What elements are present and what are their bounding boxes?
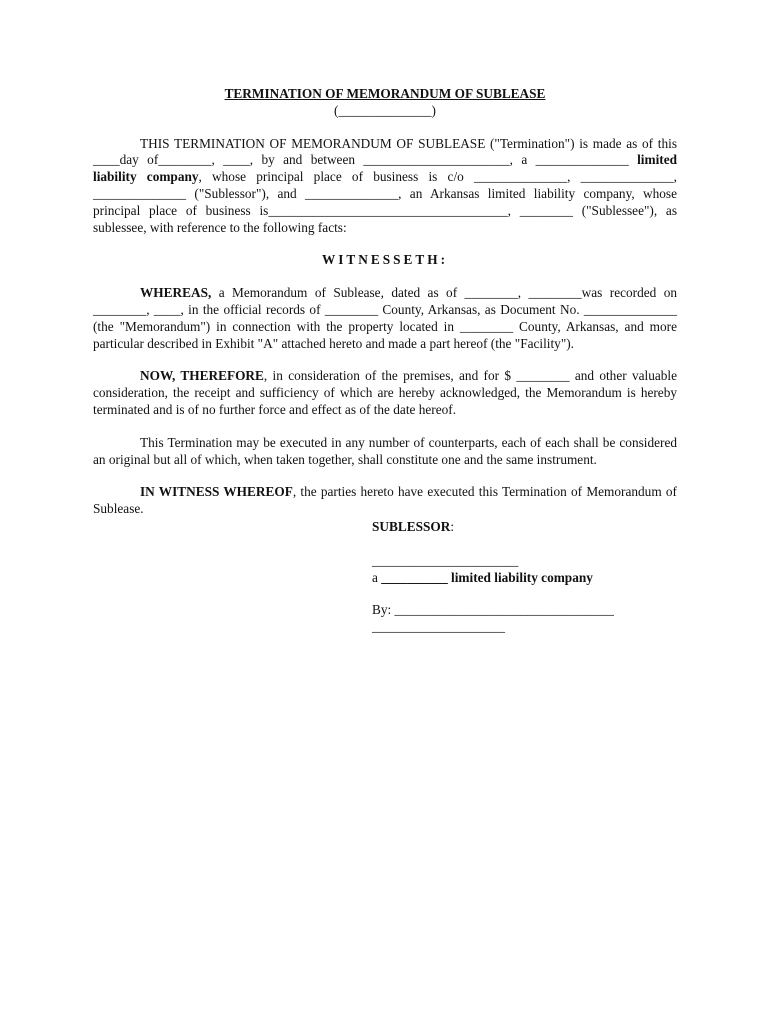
- whereas-lead: WHEREAS,: [140, 285, 212, 301]
- company-bold: __________ limited liability company: [381, 569, 593, 585]
- in-witness-paragraph: [93, 484, 677, 518]
- intro-text-part1: THIS TERMINATION OF MEMORANDUM OF SUBLEASE ("Termination") is made as of this ____day of________, ____, by and between ______________________, a ______________: [93, 135, 677, 168]
- sublessor-company-line: [372, 570, 677, 587]
- sublessor-name-line: ______________________: [372, 552, 519, 568]
- intro-paragraph: [93, 136, 677, 237]
- witnesseth-heading: WITNESSETH:: [321, 252, 449, 268]
- sublessor-label: [372, 519, 677, 536]
- sublessor-label-text: SUBLESSOR: [372, 518, 451, 534]
- document-title: TERMINATION OF MEMORANDUM OF SUBLEASE: [224, 86, 546, 101]
- document-subtitle: (______________): [334, 102, 436, 118]
- now-therefore-text: , in consideration of the premises, and for $ ________ and other valuable consideration, the receipt and sufficiency of which are hereby acknowledged, the Memorandum is hereby terminated and is of no further force and effect as of the date hereof.: [93, 368, 678, 417]
- document-page: [93, 86, 677, 636]
- signature-spacer: [372, 536, 677, 553]
- by-signature-line: By: _________________________________: [372, 602, 614, 618]
- company-prefix: a: [372, 569, 382, 585]
- intro-bold-llc: limited liability company: [93, 152, 677, 185]
- sublessor-label-colon: :: [450, 518, 455, 534]
- counterparts-paragraph: This Termination may be executed in any number of counterparts, each of each shall be considered an original but all of which, when taken together, shall constitute one and the same instrument.: [93, 434, 677, 467]
- intro-text-part2: , whose principal place of business is c/o ______________, ______________, ______________ ("Sublessor"), and ______________, an Arkansas limited liability company, whose principal place of business is____________________________________, ________ ("Sublessee"), as sublessee, with reference to the following facts:: [93, 169, 677, 235]
- in-witness-text: , the parties hereto have executed this Termination of Memorandum of Sublease.: [93, 484, 677, 517]
- signature-spacer-2: [372, 586, 677, 602]
- whereas-text: a Memorandum of Sublease, dated as of ________, ________was recorded on ________, ____, in the official records of ________ County, Arkansas, as Document No. ______________ (the "Memorandum") in connection with the property located in ________ County, Arkansas, and more particular described in Exhibit "A" attached hereto and made a part hereof (the "Facility").: [93, 285, 677, 351]
- now-therefore-lead: NOW, THEREFORE: [140, 368, 264, 384]
- signature-block: [372, 519, 677, 636]
- in-witness-lead: IN WITNESS WHEREOF: [140, 484, 293, 500]
- signer-title-line: ____________________: [372, 619, 505, 635]
- whereas-paragraph: [93, 285, 677, 352]
- now-therefore-paragraph: [93, 368, 677, 418]
